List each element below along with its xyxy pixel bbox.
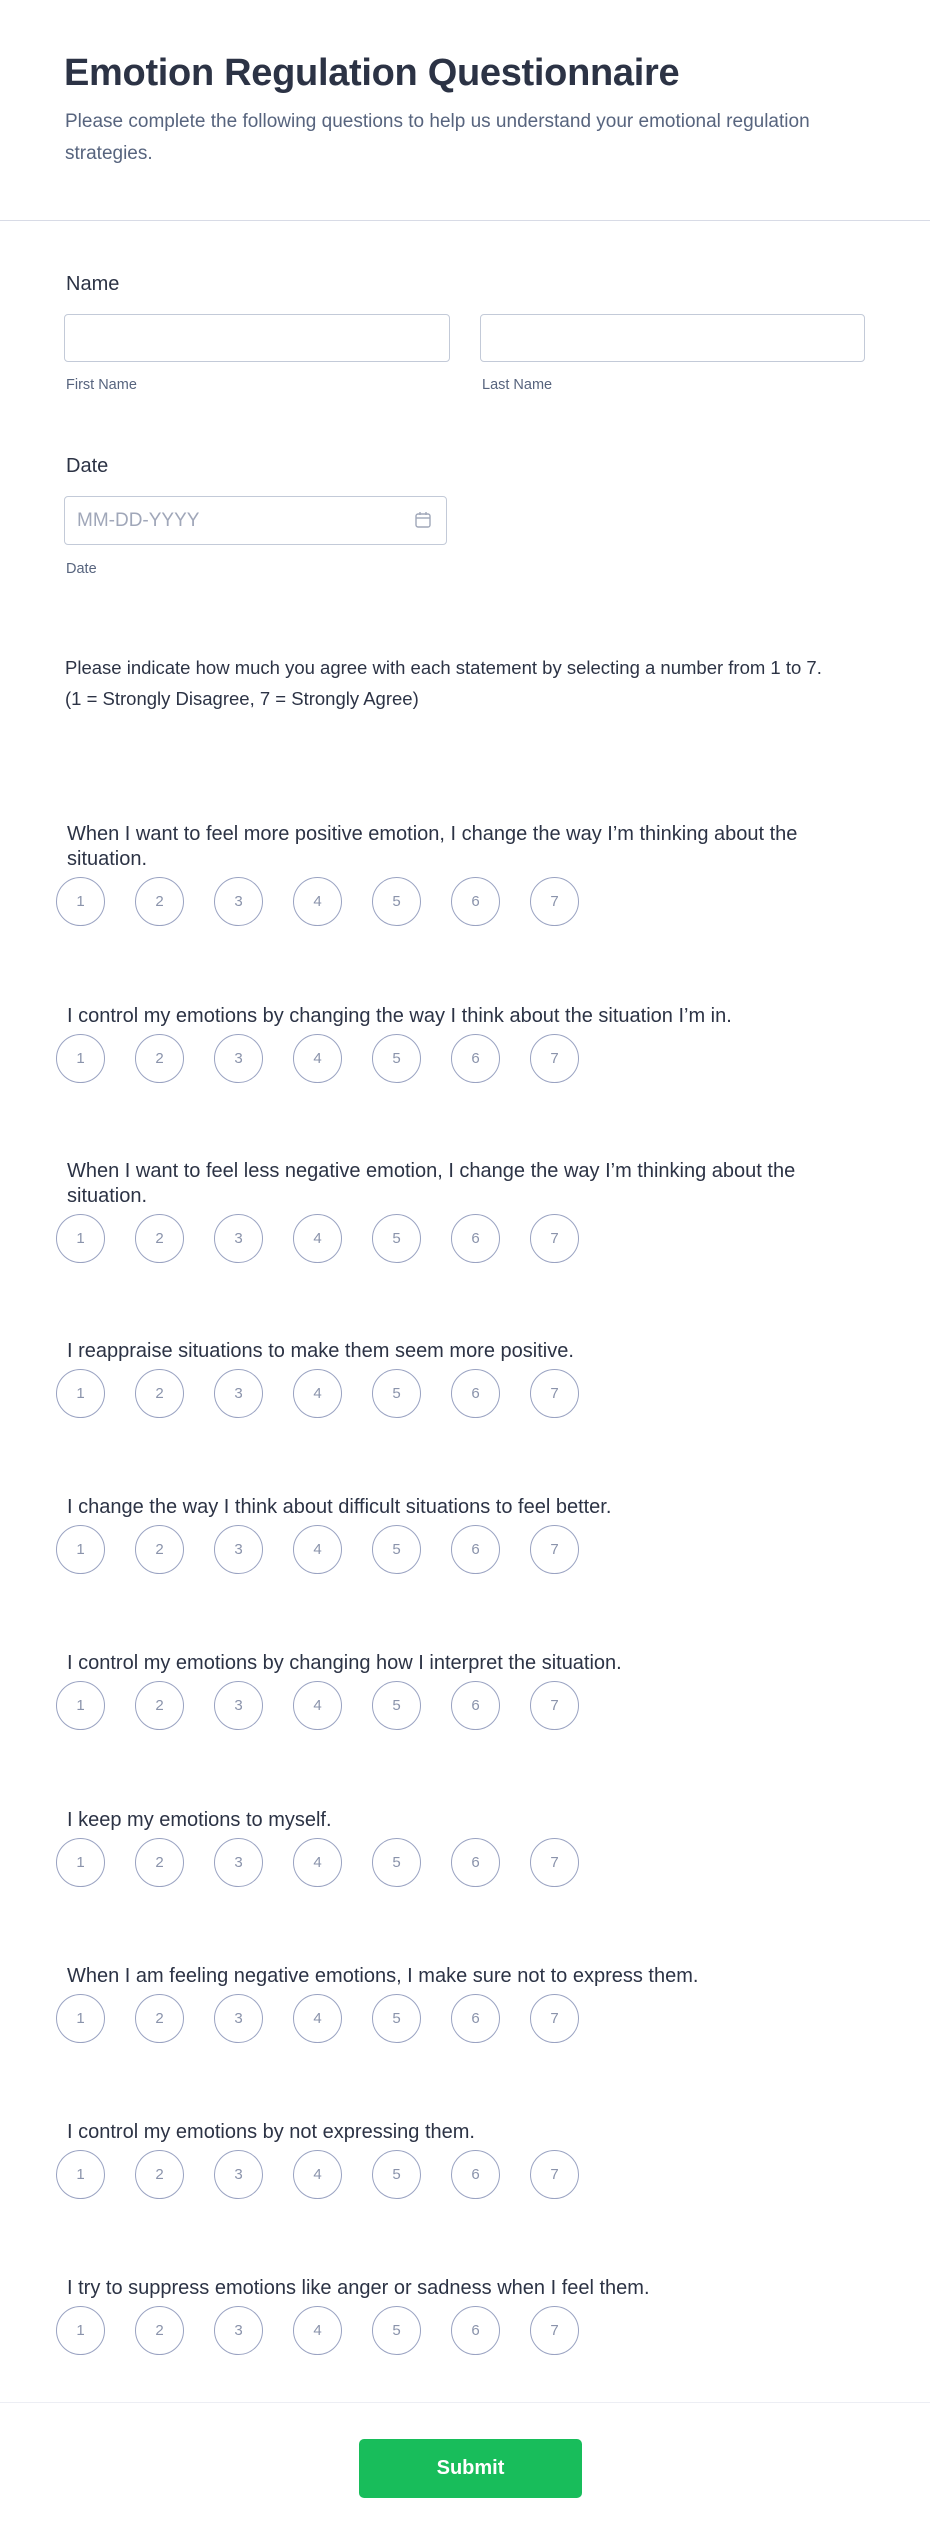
rating-option-7[interactable]: 7 <box>530 1369 579 1418</box>
rating-scale <box>56 1034 579 1083</box>
rating-option-4[interactable]: 4 <box>293 2150 342 2199</box>
rating-option-2[interactable]: 2 <box>135 2150 184 2199</box>
rating-option-3[interactable]: 3 <box>214 1525 263 1574</box>
rating-option-6[interactable]: 6 <box>451 1034 500 1083</box>
rating-option-2[interactable]: 2 <box>135 2306 184 2355</box>
question-text: I reappraise situations to make them seem more positive. <box>67 1340 574 1362</box>
header-divider <box>0 220 930 221</box>
rating-option-5[interactable]: 5 <box>372 2150 421 2199</box>
instructions-line-2: (1 = Strongly Disagree, 7 = Strongly Agree) <box>65 687 419 709</box>
question-text: When I want to feel more positive emotion, I change the way I’m thinking about the situation. <box>67 823 798 870</box>
rating-option-4[interactable]: 4 <box>293 877 342 926</box>
rating-option-6[interactable]: 6 <box>451 1525 500 1574</box>
calendar-icon[interactable] <box>413 510 433 530</box>
rating-option-2[interactable]: 2 <box>135 1525 184 1574</box>
rating-option-4[interactable]: 4 <box>293 1034 342 1083</box>
rating-option-2[interactable]: 2 <box>135 1994 184 2043</box>
question-text: I control my emotions by changing how I interpret the situation. <box>67 1652 622 1674</box>
page-subtitle: Please complete the following questions to help us understand your emotional regulation strategies. <box>65 111 810 164</box>
rating-scale <box>56 1994 579 2043</box>
rating-option-6[interactable]: 6 <box>451 2306 500 2355</box>
rating-option-2[interactable]: 2 <box>135 1369 184 1418</box>
last-name-sublabel: Last Name <box>482 377 553 393</box>
rating-option-3[interactable]: 3 <box>214 1838 263 1887</box>
rating-option-1[interactable]: 1 <box>56 1838 105 1887</box>
question-text: I control my emotions by changing the way I think about the situation I’m in. <box>67 1005 732 1027</box>
date-label: Date <box>66 455 109 477</box>
rating-scale <box>56 1214 579 1263</box>
rating-option-6[interactable]: 6 <box>451 877 500 926</box>
rating-option-1[interactable]: 1 <box>56 877 105 926</box>
rating-option-5[interactable]: 5 <box>372 2306 421 2355</box>
rating-scale <box>56 1681 579 1730</box>
first-name-input[interactable] <box>64 314 450 362</box>
rating-option-4[interactable]: 4 <box>293 1525 342 1574</box>
rating-option-5[interactable]: 5 <box>372 1214 421 1263</box>
rating-option-7[interactable]: 7 <box>530 2150 579 2199</box>
rating-option-6[interactable]: 6 <box>451 1681 500 1730</box>
rating-option-1[interactable]: 1 <box>56 1369 105 1418</box>
rating-option-1[interactable]: 1 <box>56 2150 105 2199</box>
rating-option-5[interactable]: 5 <box>372 1681 421 1730</box>
rating-option-7[interactable]: 7 <box>530 1214 579 1263</box>
rating-option-1[interactable]: 1 <box>56 1681 105 1730</box>
rating-option-3[interactable]: 3 <box>214 2306 263 2355</box>
rating-option-3[interactable]: 3 <box>214 1369 263 1418</box>
rating-option-2[interactable]: 2 <box>135 1681 184 1730</box>
instructions <box>65 653 865 714</box>
rating-scale <box>56 877 579 926</box>
rating-option-7[interactable]: 7 <box>530 1525 579 1574</box>
rating-scale <box>56 1838 579 1887</box>
rating-option-2[interactable]: 2 <box>135 1838 184 1887</box>
rating-option-5[interactable]: 5 <box>372 1525 421 1574</box>
rating-option-3[interactable]: 3 <box>214 1681 263 1730</box>
rating-option-1[interactable]: 1 <box>56 1034 105 1083</box>
rating-option-6[interactable]: 6 <box>451 1838 500 1887</box>
question-text: I control my emotions by not expressing them. <box>67 2121 475 2143</box>
rating-option-3[interactable]: 3 <box>214 1994 263 2043</box>
rating-option-5[interactable]: 5 <box>372 1034 421 1083</box>
rating-option-1[interactable]: 1 <box>56 1525 105 1574</box>
rating-option-5[interactable]: 5 <box>372 1994 421 2043</box>
question-text: When I want to feel less negative emotion, I change the way I’m thinking about the situation. <box>67 1160 796 1207</box>
rating-scale <box>56 1369 579 1418</box>
first-name-sublabel: First Name <box>66 377 137 393</box>
rating-option-5[interactable]: 5 <box>372 1838 421 1887</box>
question-text: I try to suppress emotions like anger or sadness when I feel them. <box>67 2277 650 2299</box>
rating-option-2[interactable]: 2 <box>135 1214 184 1263</box>
instructions-line-1: Please indicate how much you agree with each statement by selecting a number from 1 to 7. <box>65 657 822 678</box>
rating-option-3[interactable]: 3 <box>214 877 263 926</box>
rating-option-4[interactable]: 4 <box>293 2306 342 2355</box>
rating-option-6[interactable]: 6 <box>451 2150 500 2199</box>
rating-option-7[interactable]: 7 <box>530 2306 579 2355</box>
rating-option-4[interactable]: 4 <box>293 1369 342 1418</box>
question-text: When I am feeling negative emotions, I make sure not to express them. <box>67 1965 699 1987</box>
rating-option-4[interactable]: 4 <box>293 1994 342 2043</box>
question-text: I change the way I think about difficult situations to feel better. <box>67 1496 612 1518</box>
rating-scale <box>56 1525 579 1574</box>
rating-option-2[interactable]: 2 <box>135 877 184 926</box>
rating-option-7[interactable]: 7 <box>530 1034 579 1083</box>
rating-option-4[interactable]: 4 <box>293 1838 342 1887</box>
rating-option-6[interactable]: 6 <box>451 1214 500 1263</box>
rating-option-3[interactable]: 3 <box>214 2150 263 2199</box>
name-label: Name <box>66 273 120 295</box>
rating-option-4[interactable]: 4 <box>293 1681 342 1730</box>
rating-option-5[interactable]: 5 <box>372 877 421 926</box>
rating-option-1[interactable]: 1 <box>56 1214 105 1263</box>
rating-option-2[interactable]: 2 <box>135 1034 184 1083</box>
page-title: Emotion Regulation Questionnaire <box>64 52 680 94</box>
last-name-input[interactable] <box>480 314 865 362</box>
rating-option-3[interactable]: 3 <box>214 1214 263 1263</box>
rating-option-1[interactable]: 1 <box>56 1994 105 2043</box>
rating-option-4[interactable]: 4 <box>293 1214 342 1263</box>
rating-option-1[interactable]: 1 <box>56 2306 105 2355</box>
rating-option-7[interactable]: 7 <box>530 877 579 926</box>
rating-option-6[interactable]: 6 <box>451 1369 500 1418</box>
footer-divider <box>0 2402 930 2403</box>
rating-option-3[interactable]: 3 <box>214 1034 263 1083</box>
rating-option-7[interactable]: 7 <box>530 1681 579 1730</box>
rating-option-7[interactable]: 7 <box>530 1838 579 1887</box>
rating-option-7[interactable]: 7 <box>530 1994 579 2043</box>
rating-scale <box>56 2150 579 2199</box>
submit-button[interactable]: Submit <box>359 2439 582 2498</box>
question-text: I keep my emotions to myself. <box>67 1809 332 1831</box>
rating-scale <box>56 2306 579 2355</box>
date-sublabel: Date <box>66 561 97 577</box>
rating-option-6[interactable]: 6 <box>451 1994 500 2043</box>
date-input[interactable] <box>64 496 447 545</box>
rating-option-5[interactable]: 5 <box>372 1369 421 1418</box>
